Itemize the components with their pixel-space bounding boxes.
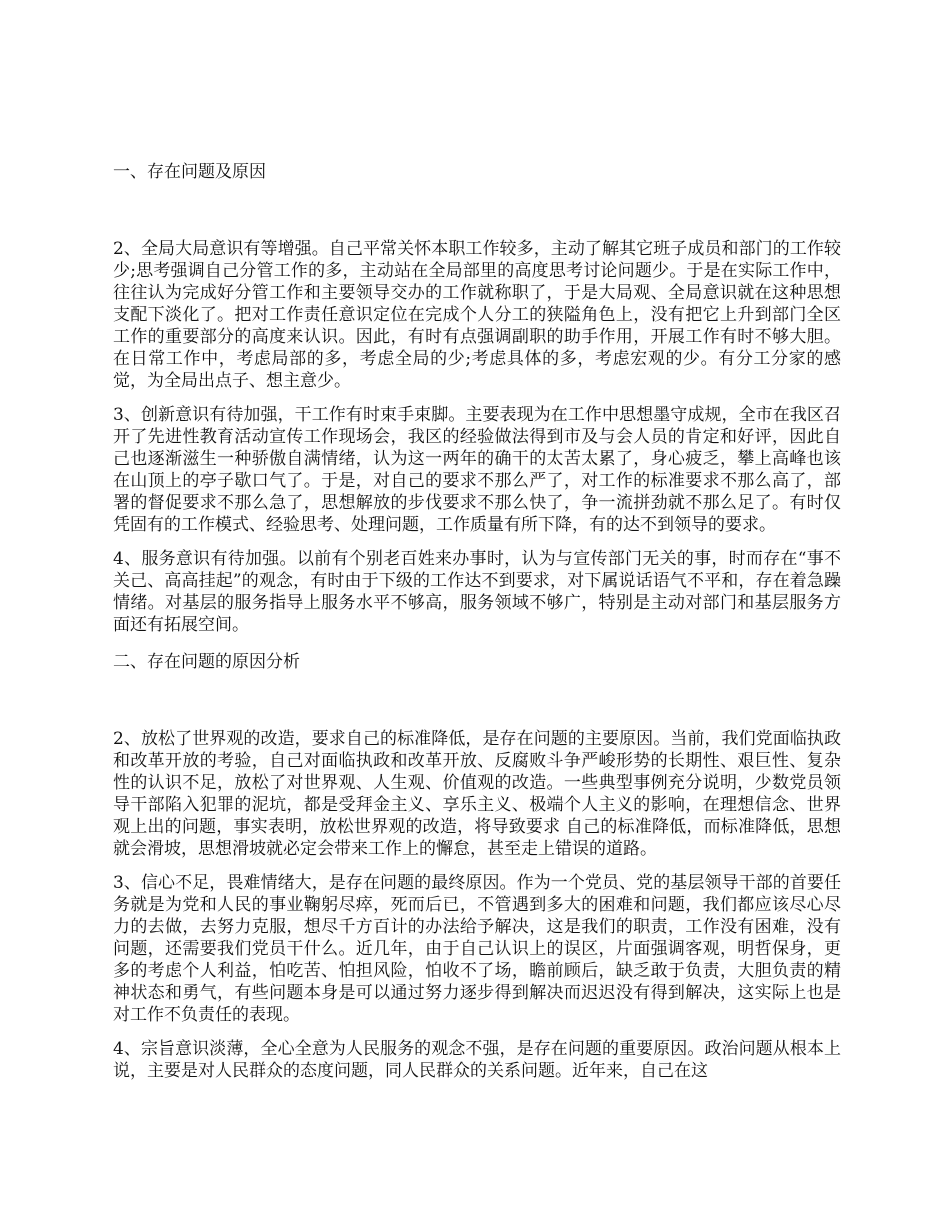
paragraph: 4、宗旨意识淡薄，全心全意为人民服务的观念不强，是存在问题的重要原因。政治问题从根本上说，主要是对人民群众的态度问题，同人民群众的关系问题。近年来，自己在这	[113, 1039, 841, 1081]
paragraph: 2、放松了世界观的改造，要求自己的标准降低，是存在问题的主要原因。当前，我们党面临执政和改革开放的考验，自己对面临执政和改革开放、反腐败斗争严峻形势的长期性、艰巨性、复杂性的认识不足，放松了对世界观、人生观、价值观的改造。一些典型事例充分说明，少数党员领导干部陷入犯罪的泥坑，都是受拜金主义、享乐主义、极端个人主义的影响，在理想信念、世界观上出的问题，事实表明，放松世界观的改造，将导致要求 自己的标准降低，而标准降低，思想就会滑坡，思想滑坡就必定会带来工作上的懈怠，甚至走上错误的道路。	[113, 729, 841, 859]
section-heading-2: 二、存在问题的原因分析	[113, 652, 300, 672]
document-body	[113, 158, 841, 1094]
paragraph: 4、服务意识有待加强。以前有个别老百姓来办事时，认为与宣传部门无关的事，时而存在“事不关己、高高挂起”的观念，有时由于下级的工作达不到要求，对下属说话语气不平和，存在着急躁情绪。对基层的服务指导上服务水平不够高，服务领域不够广，特别是主动对部门和基层服务方面还有拓展空间。	[113, 549, 841, 635]
paragraph: 3、信心不足，畏难情绪大，是存在问题的最终原因。作为一个党员、党的基层领导干部的首要任务就是为党和人民的事业鞠躬尽瘁，死而后已，不管遇到多大的困难和问题，我们都应该尽心尽力的去做，去努力克服，想尽千方百计的办法给予解决，这是我们的职责，工作没有困难，没有问题，还需要我们党员干什么。近几年，由于自己认识上的误区，片面强调客观，明哲保身，更多的考虑个人利益，怕吃苦、怕担风险，怕收不了场，瞻前顾后，缺乏敢于负责，大胆负责的精神状态和勇气，有些问题本身是可以通过努力逐步得到解决而迟迟没有得到解决，这实际上也是对工作不负责任的表现。	[113, 873, 841, 1025]
section-heading-1: 一、存在问题及原因	[113, 162, 266, 182]
paragraph: 3、创新意识有待加强，干工作有时束手束脚。主要表现为在工作中思想墨守成规，全市在我区召开了先进性教育活动宣传工作现场会，我区的经验做法得到市及与会人员的肯定和好评，因此自己也逐渐滋生一种骄傲自满情绪，认为这一两年的确干的太苦太累了，身心疲乏，攀上高峰也该在山顶上的亭子歇口气了。于是，对自己的要求不那么严了，对工作的标准要求不那么高了，部署的督促要求不那么急了，思想解放的步伐要求不那么快了，争一流拼劲就不那么足了。有时仅凭固有的工作模式、经验思考、处理问题，工作质量有所下降，有的达不到领导的要求。	[113, 405, 841, 535]
paragraph: 2、全局大局意识有等增强。自己平常关怀本职工作较多，主动了解其它班子成员和部门的工作较少;思考强调自己分管工作的多，主动站在全局部里的高度思考讨论问题少。于是在实际工作中，往往认为完成好分管工作和主要领导交办的工作就称职了，于是大局观、全局意识就在这种思想支配下淡化了。把对工作责任意识定位在完成个人分工的狭隘角色上，没有把它上升到部门全区工作的重要部分的高度来认识。因此，有时有点强调副职的助手作用，开展工作有时不够大胆。在日常工作中，考虑局部的多，考虑全局的少;考虑具体的多，考虑宏观的少。有分工分家的感觉，为全局出点子、想主意少。	[113, 239, 841, 391]
